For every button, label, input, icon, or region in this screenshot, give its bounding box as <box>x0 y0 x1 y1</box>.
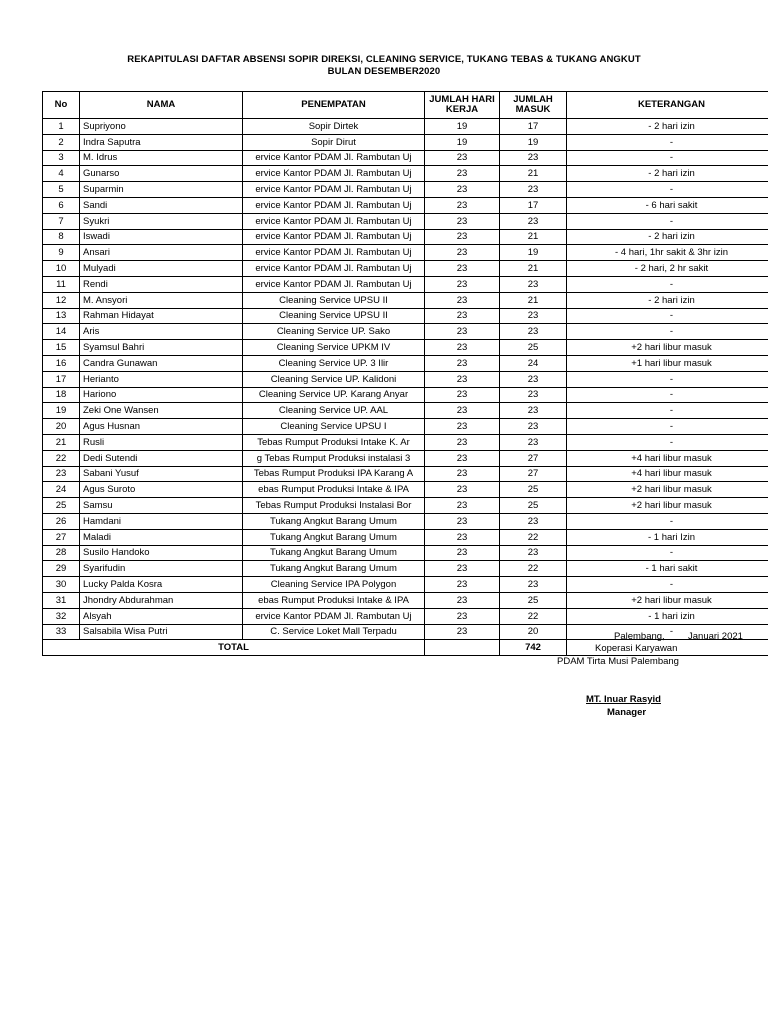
row-penempatan: ervice Kantor PDAM Jl. Rambutan Uj <box>243 229 425 245</box>
row-penempatan: Sopir Dirtek <box>243 119 425 135</box>
table-row <box>43 529 768 545</box>
row-keterangan: - 1 hari sakit <box>567 561 768 577</box>
row-keterangan: - 1 hari Izin <box>567 529 768 545</box>
row-no: 2 <box>43 134 80 150</box>
row-no: 12 <box>43 292 80 308</box>
row-keterangan: - <box>567 324 768 340</box>
row-no: 19 <box>43 403 80 419</box>
row-penempatan: Tukang Angkut Barang Umum <box>243 561 425 577</box>
row-nama: Sandi <box>80 197 243 213</box>
table-row <box>43 592 768 608</box>
table-row <box>43 403 768 419</box>
row-nama: Syamsul Bahri <box>80 340 243 356</box>
row-penempatan: Cleaning Service UPKM IV <box>243 340 425 356</box>
row-keterangan: - <box>567 371 768 387</box>
row-hari-kerja: 23 <box>425 150 500 166</box>
table-row <box>43 213 768 229</box>
row-keterangan: - <box>567 419 768 435</box>
row-penempatan: Cleaning Service UP. Sako <box>243 324 425 340</box>
row-penempatan: g Tebas Rumput Produksi instalasi 3 <box>243 450 425 466</box>
row-no: 11 <box>43 276 80 292</box>
row-nama: Gunarso <box>80 166 243 182</box>
row-penempatan: ervice Kantor PDAM Jl. Rambutan Uj <box>243 245 425 261</box>
table-row <box>43 276 768 292</box>
row-keterangan: +1 hari libur masuk <box>567 355 768 371</box>
row-penempatan: Sopir Dirut <box>243 134 425 150</box>
row-no: 10 <box>43 261 80 277</box>
row-hari-kerja: 23 <box>425 450 500 466</box>
row-penempatan: ebas Rumput Produksi Intake & IPA <box>243 592 425 608</box>
table-row <box>43 261 768 277</box>
row-no: 7 <box>43 213 80 229</box>
row-penempatan: Cleaning Service UPSU II <box>243 292 425 308</box>
row-nama: Herianto <box>80 371 243 387</box>
row-hari-kerja: 23 <box>425 324 500 340</box>
signer-role: Manager <box>607 707 647 718</box>
row-masuk: 23 <box>500 434 567 450</box>
row-nama: Supriyono <box>80 119 243 135</box>
row-keterangan: - 2 hari, 2 hr sakit <box>567 261 768 277</box>
row-no: 22 <box>43 450 80 466</box>
row-hari-kerja: 23 <box>425 182 500 198</box>
row-masuk: 24 <box>500 355 567 371</box>
footer-month: Januari 2021 <box>688 631 743 642</box>
row-masuk: 23 <box>500 150 567 166</box>
row-masuk: 23 <box>500 182 567 198</box>
row-no: 6 <box>43 197 80 213</box>
row-hari-kerja: 23 <box>425 213 500 229</box>
row-nama: Suparmin <box>80 182 243 198</box>
row-nama: Rusli <box>80 434 243 450</box>
row-keterangan: - <box>567 276 768 292</box>
row-hari-kerja: 23 <box>425 545 500 561</box>
table-row <box>43 324 768 340</box>
row-nama: Candra Gunawan <box>80 355 243 371</box>
row-no: 26 <box>43 513 80 529</box>
row-no: 16 <box>43 355 80 371</box>
row-penempatan: ervice Kantor PDAM Jl. Rambutan Uj <box>243 150 425 166</box>
row-nama: Maladi <box>80 529 243 545</box>
row-nama: Salsabila Wisa Putri <box>80 624 243 640</box>
row-masuk: 21 <box>500 229 567 245</box>
row-nama: Syukri <box>80 213 243 229</box>
row-masuk: 23 <box>500 387 567 403</box>
table-row <box>43 150 768 166</box>
row-penempatan: ervice Kantor PDAM Jl. Rambutan Uj <box>243 197 425 213</box>
table-row <box>43 197 768 213</box>
row-keterangan: - <box>567 434 768 450</box>
table-row <box>43 371 768 387</box>
row-nama: Rendi <box>80 276 243 292</box>
row-no: 32 <box>43 608 80 624</box>
row-keterangan: - <box>567 403 768 419</box>
row-masuk: 25 <box>500 592 567 608</box>
row-masuk: 23 <box>500 577 567 593</box>
row-penempatan: ervice Kantor PDAM Jl. Rambutan Uj <box>243 182 425 198</box>
header-keterangan: KETERANGAN <box>567 92 768 119</box>
row-hari-kerja: 23 <box>425 592 500 608</box>
row-hari-kerja: 23 <box>425 292 500 308</box>
row-penempatan: ebas Rumput Produksi Intake & IPA <box>243 482 425 498</box>
table-row <box>43 608 768 624</box>
row-masuk: 25 <box>500 498 567 514</box>
row-hari-kerja: 23 <box>425 387 500 403</box>
row-nama: Dedi Sutendi <box>80 450 243 466</box>
row-nama: Susilo Handoko <box>80 545 243 561</box>
row-nama: Mulyadi <box>80 261 243 277</box>
row-penempatan: ervice Kantor PDAM Jl. Rambutan Uj <box>243 276 425 292</box>
row-keterangan: - 2 hari izin <box>567 292 768 308</box>
row-nama: Ansari <box>80 245 243 261</box>
row-hari-kerja: 23 <box>425 529 500 545</box>
table-row <box>43 119 768 135</box>
row-nama: M. Idrus <box>80 150 243 166</box>
row-hari-kerja: 23 <box>425 608 500 624</box>
row-keterangan: - <box>567 513 768 529</box>
row-hari-kerja: 23 <box>425 197 500 213</box>
row-no: 28 <box>43 545 80 561</box>
total-label: TOTAL <box>43 640 425 656</box>
table-body <box>43 119 768 640</box>
table-row <box>43 513 768 529</box>
table-row <box>43 229 768 245</box>
row-no: 3 <box>43 150 80 166</box>
row-masuk: 19 <box>500 245 567 261</box>
row-nama: Aris <box>80 324 243 340</box>
row-keterangan: - <box>567 545 768 561</box>
row-no: 14 <box>43 324 80 340</box>
row-masuk: 23 <box>500 276 567 292</box>
row-hari-kerja: 23 <box>425 482 500 498</box>
row-penempatan: Cleaning Service UPSU I <box>243 419 425 435</box>
row-hari-kerja: 23 <box>425 276 500 292</box>
table-row <box>43 308 768 324</box>
table-row <box>43 355 768 371</box>
row-penempatan: Cleaning Service UP. Karang Anyar <box>243 387 425 403</box>
row-no: 30 <box>43 577 80 593</box>
row-hari-kerja: 23 <box>425 245 500 261</box>
header-hari-kerja: JUMLAH HARI KERJA <box>425 92 500 119</box>
total-kerja-cell <box>425 640 500 656</box>
row-keterangan: - <box>567 624 768 640</box>
row-masuk: 23 <box>500 324 567 340</box>
row-masuk: 27 <box>500 450 567 466</box>
row-keterangan: - <box>567 182 768 198</box>
row-no: 5 <box>43 182 80 198</box>
row-penempatan: Tebas Rumput Produksi IPA Karang A <box>243 466 425 482</box>
row-no: 24 <box>43 482 80 498</box>
row-nama: Hariono <box>80 387 243 403</box>
row-keterangan: - 2 hari izin <box>567 119 768 135</box>
row-hari-kerja: 23 <box>425 561 500 577</box>
row-hari-kerja: 23 <box>425 261 500 277</box>
row-nama: M. Ansyori <box>80 292 243 308</box>
row-keterangan: - 2 hari izin <box>567 229 768 245</box>
row-hari-kerja: 23 <box>425 577 500 593</box>
row-masuk: 22 <box>500 561 567 577</box>
table-row <box>43 561 768 577</box>
row-penempatan: ervice Kantor PDAM Jl. Rambutan Uj <box>243 213 425 229</box>
row-keterangan: - 2 hari izin <box>567 166 768 182</box>
row-masuk: 23 <box>500 513 567 529</box>
table-row <box>43 482 768 498</box>
row-nama: Indra Saputra <box>80 134 243 150</box>
row-nama: Zeki One Wansen <box>80 403 243 419</box>
table-row <box>43 387 768 403</box>
row-hari-kerja: 23 <box>425 403 500 419</box>
row-penempatan: ervice Kantor PDAM Jl. Rambutan Uj <box>243 608 425 624</box>
footer-city: Palembang, <box>614 631 665 642</box>
row-penempatan: Tebas Rumput Produksi Intake K. Ar <box>243 434 425 450</box>
row-masuk: 23 <box>500 371 567 387</box>
row-hari-kerja: 23 <box>425 371 500 387</box>
header-nama: NAMA <box>80 92 243 119</box>
row-no: 15 <box>43 340 80 356</box>
row-no: 18 <box>43 387 80 403</box>
row-no: 27 <box>43 529 80 545</box>
row-nama: Syarifudin <box>80 561 243 577</box>
row-nama: Iswadi <box>80 229 243 245</box>
row-masuk: 23 <box>500 308 567 324</box>
attendance-table <box>42 91 768 656</box>
row-masuk: 22 <box>500 529 567 545</box>
row-hari-kerja: 23 <box>425 498 500 514</box>
total-masuk: 742 <box>500 640 567 656</box>
row-penempatan: Cleaning Service UP. Kalidoni <box>243 371 425 387</box>
table-row <box>43 466 768 482</box>
table-row <box>43 166 768 182</box>
row-keterangan: +2 hari libur masuk <box>567 482 768 498</box>
row-masuk: 21 <box>500 166 567 182</box>
row-no: 23 <box>43 466 80 482</box>
row-no: 8 <box>43 229 80 245</box>
row-masuk: 23 <box>500 419 567 435</box>
row-penempatan: C. Service Loket Mall Terpadu <box>243 624 425 640</box>
row-masuk: 23 <box>500 545 567 561</box>
row-keterangan: +2 hari libur masuk <box>567 592 768 608</box>
row-masuk: 17 <box>500 119 567 135</box>
row-keterangan: - <box>567 308 768 324</box>
row-nama: Alsyah <box>80 608 243 624</box>
row-penempatan: Cleaning Service IPA Polygon <box>243 577 425 593</box>
row-penempatan: ervice Kantor PDAM Jl. Rambutan Uj <box>243 166 425 182</box>
header-no: No <box>43 92 80 119</box>
row-hari-kerja: 23 <box>425 229 500 245</box>
row-nama: Samsu <box>80 498 243 514</box>
signer-name: MT. Inuar Rasyid <box>586 694 661 705</box>
row-penempatan: Tebas Rumput Produksi Instalasi Bor <box>243 498 425 514</box>
row-nama: Agus Husnan <box>80 419 243 435</box>
row-no: 33 <box>43 624 80 640</box>
header-masuk: JUMLAH MASUK <box>500 92 567 119</box>
row-keterangan: - <box>567 387 768 403</box>
row-masuk: 19 <box>500 134 567 150</box>
row-no: 31 <box>43 592 80 608</box>
row-keterangan: +2 hari libur masuk <box>567 498 768 514</box>
row-hari-kerja: 23 <box>425 355 500 371</box>
row-keterangan: +4 hari libur masuk <box>567 450 768 466</box>
row-hari-kerja: 23 <box>425 166 500 182</box>
row-nama: Rahman Hidayat <box>80 308 243 324</box>
row-no: 17 <box>43 371 80 387</box>
row-masuk: 21 <box>500 261 567 277</box>
row-keterangan: - <box>567 213 768 229</box>
row-hari-kerja: 19 <box>425 119 500 135</box>
row-keterangan: +4 hari libur masuk <box>567 466 768 482</box>
row-no: 21 <box>43 434 80 450</box>
row-hari-kerja: 23 <box>425 513 500 529</box>
table-header-row <box>43 92 768 119</box>
table-row <box>43 545 768 561</box>
row-hari-kerja: 23 <box>425 466 500 482</box>
row-penempatan: Tukang Angkut Barang Umum <box>243 545 425 561</box>
footer-org-line1: Koperasi Karyawan <box>595 643 678 654</box>
document-title: REKAPITULASI DAFTAR ABSENSI SOPIR DIREKSI, CLEANING SERVICE, TUKANG TEBAS & TUKANG ANGKUT <box>127 54 641 65</box>
row-keterangan: - <box>567 134 768 150</box>
row-nama: Sabani Yusuf <box>80 466 243 482</box>
table-row <box>43 577 768 593</box>
row-penempatan: Cleaning Service UP. 3 Ilir <box>243 355 425 371</box>
row-masuk: 23 <box>500 403 567 419</box>
row-nama: Jhondry Abdurahman <box>80 592 243 608</box>
footer-org-line2: PDAM Tirta Musi Palembang <box>557 656 679 667</box>
table-row <box>43 450 768 466</box>
row-hari-kerja: 23 <box>425 624 500 640</box>
row-hari-kerja: 23 <box>425 434 500 450</box>
row-nama: Hamdani <box>80 513 243 529</box>
row-keterangan: - <box>567 577 768 593</box>
row-no: 29 <box>43 561 80 577</box>
row-hari-kerja: 23 <box>425 419 500 435</box>
row-keterangan: - 1 hari izin <box>567 608 768 624</box>
table-row <box>43 434 768 450</box>
row-no: 13 <box>43 308 80 324</box>
row-penempatan: Tukang Angkut Barang Umum <box>243 529 425 545</box>
table-row <box>43 182 768 198</box>
table-row <box>43 134 768 150</box>
table-row <box>43 292 768 308</box>
row-hari-kerja: 19 <box>425 134 500 150</box>
row-masuk: 17 <box>500 197 567 213</box>
row-keterangan: - 4 hari, 1hr sakit & 3hr izin <box>567 245 768 261</box>
row-no: 1 <box>43 119 80 135</box>
row-masuk: 25 <box>500 482 567 498</box>
table-row <box>43 498 768 514</box>
row-no: 25 <box>43 498 80 514</box>
row-penempatan: Cleaning Service UP. AAL <box>243 403 425 419</box>
row-penempatan: Cleaning Service UPSU II <box>243 308 425 324</box>
table-row <box>43 419 768 435</box>
row-keterangan: +2 hari libur masuk <box>567 340 768 356</box>
row-hari-kerja: 23 <box>425 308 500 324</box>
table-row <box>43 245 768 261</box>
row-nama: Agus Suroto <box>80 482 243 498</box>
row-penempatan: Tukang Angkut Barang Umum <box>243 513 425 529</box>
row-keterangan: - 6 hari sakit <box>567 197 768 213</box>
row-masuk: 22 <box>500 608 567 624</box>
row-no: 9 <box>43 245 80 261</box>
row-no: 4 <box>43 166 80 182</box>
row-nama: Lucky Palda Kosra <box>80 577 243 593</box>
row-masuk: 27 <box>500 466 567 482</box>
row-keterangan: - <box>567 150 768 166</box>
header-penempatan: PENEMPATAN <box>243 92 425 119</box>
row-hari-kerja: 23 <box>425 340 500 356</box>
document-subtitle: BULAN DESEMBER2020 <box>327 66 441 77</box>
row-masuk: 25 <box>500 340 567 356</box>
row-masuk: 23 <box>500 213 567 229</box>
row-masuk: 20 <box>500 624 567 640</box>
table-row <box>43 340 768 356</box>
row-masuk: 21 <box>500 292 567 308</box>
row-no: 20 <box>43 419 80 435</box>
row-penempatan: ervice Kantor PDAM Jl. Rambutan Uj <box>243 261 425 277</box>
